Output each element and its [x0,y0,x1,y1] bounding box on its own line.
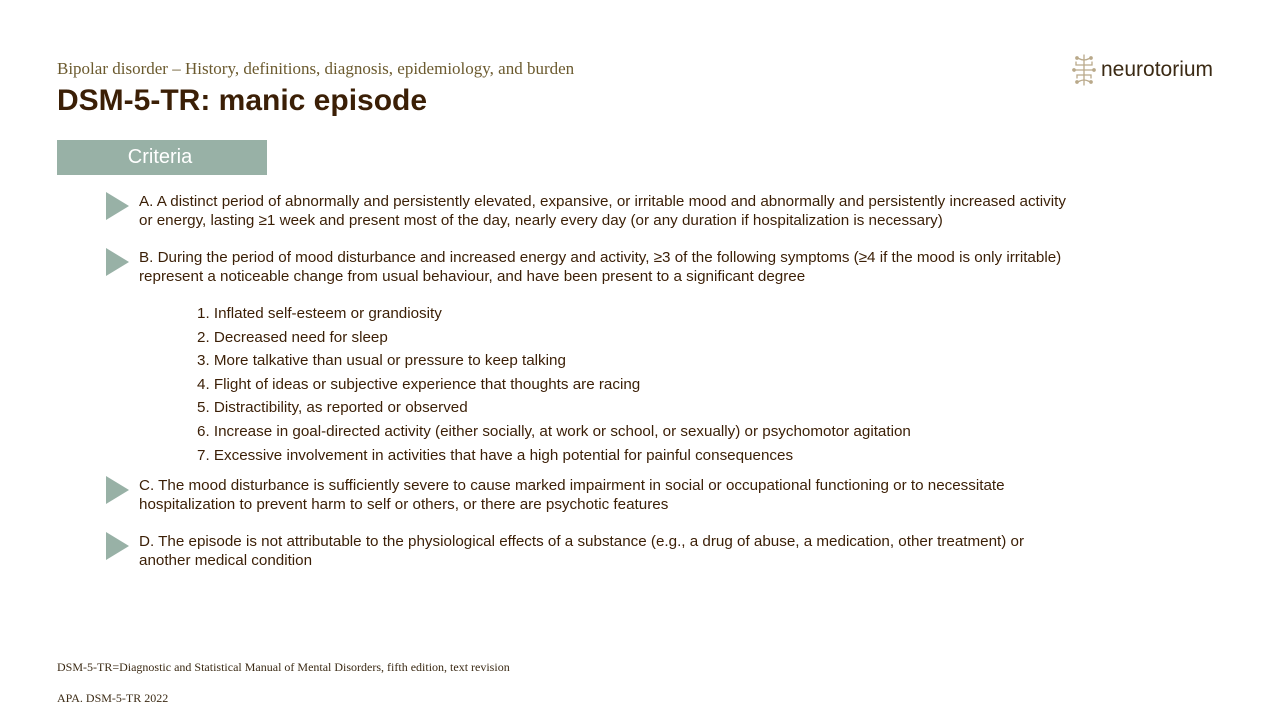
triangle-bullet-icon [106,476,129,504]
list-item: 5. Distractibility, as reported or observed [197,399,468,417]
criterion-text: B. During the period of mood disturbance and increased energy and activity, ≥3 of the following symptoms (≥4 if the mood is only irritable) represent a noticeable change from usual behaviour, and have been present to a significant degree [139,249,1062,285]
list-item: 3. More talkative than usual or pressure to keep talking [197,352,566,370]
neurotorium-logo-icon [1071,54,1097,86]
triangle-bullet-icon [106,192,129,220]
slide-subtitle: Bipolar disorder – History, definitions, diagnosis, epidemiology, and burden [57,59,575,78]
criterion-text: D. The episode is not attributable to the physiological effects of a substance (e.g., a drug of abuse, a medication, other treatment) or another medical condition [139,533,1025,569]
neurotorium-logo [1071,53,1213,87]
list-item: 7. Excessive involvement in activities that have a high potential for painful consequences [197,446,794,464]
list-item: 2. Decreased need for sleep [197,328,388,346]
triangle-bullet-icon [106,532,129,560]
abbreviation-footnote: DSM-5-TR=Diagnostic and Statistical Manual of Mental Disorders, fifth edition, text revision [57,660,510,674]
list-item: 4. Flight of ideas or subjective experience that thoughts are racing [197,375,641,393]
criteria-heading: Criteria [57,140,267,175]
criterion-text: C. The mood disturbance is sufficiently severe to cause marked impairment in social or occupational functioning or to necessitate hospitalization to prevent harm to self or others, or there are psychotic features [139,477,1005,513]
reference-footnote: APA. DSM-5-TR 2022 [57,691,169,705]
symptom-list [197,302,911,467]
list-item: 1. Inflated self-esteem or grandiosity [197,305,442,322]
logo-text: neurotorium [1101,58,1214,81]
list-item: 6. Increase in goal-directed activity (either socially, at work or school, or sexually) or psychomotor agitation [197,422,911,440]
triangle-bullet-icon [106,248,129,276]
slide-title: DSM-5-TR: manic episode [57,84,428,117]
criterion-text: A. A distinct period of abnormally and persistently elevated, expansive, or irritable mood and abnormally and persistently increased activity or energy, lasting ≥1 week and present most of the day, nearly every day (or any duration if hospitalization is necessary) [139,193,1066,229]
